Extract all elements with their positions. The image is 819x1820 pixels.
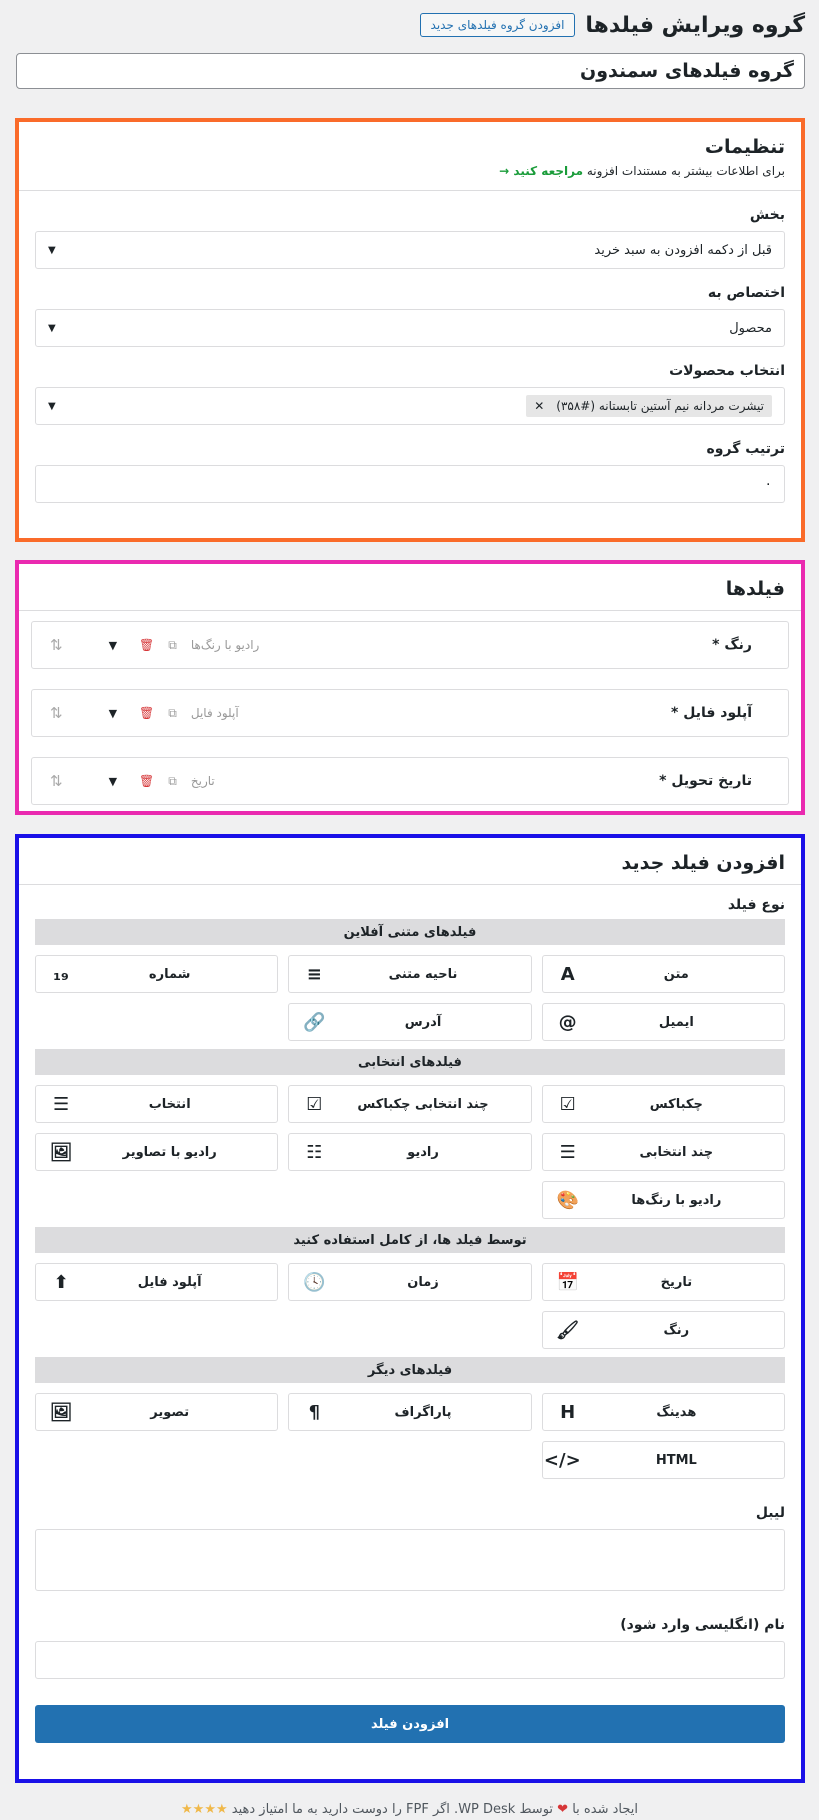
field-group-header: توسط فیلد ها، از کامل استفاده کنید bbox=[35, 1227, 785, 1253]
chevron-down-icon[interactable]: ▼ bbox=[108, 774, 118, 788]
field-type-image[interactable]: تصویر 🖼 bbox=[35, 1393, 278, 1431]
add-field-title: افزودن فیلد جدید bbox=[621, 852, 785, 874]
palette-icon: 🎨 bbox=[556, 1189, 579, 1211]
order-label: ترتیب گروه bbox=[706, 441, 785, 457]
copy-icon[interactable]: ⧉ bbox=[168, 705, 177, 720]
product-tag: تیشرت مردانه نیم آستین تابستانه (#۳۵۸) ✕ bbox=[526, 395, 772, 417]
code-icon: </> bbox=[543, 1449, 581, 1471]
field-name: رنگ * bbox=[712, 637, 752, 653]
field-type-list[interactable]: رادیو ☷ bbox=[288, 1133, 531, 1171]
copy-icon[interactable]: ⧉ bbox=[168, 773, 177, 788]
field-name: آپلود فایل * bbox=[671, 705, 752, 721]
page-title: گروه ویرایش فیلدها bbox=[585, 12, 805, 38]
group-name-input[interactable]: گروه فیلدهای سمندون bbox=[16, 53, 805, 89]
field-type-multi-checkbox[interactable]: چند انتخابی چکباکس ☑ bbox=[288, 1085, 531, 1123]
field-row[interactable] bbox=[31, 621, 789, 669]
fields-title: فیلدها bbox=[725, 578, 785, 600]
field-row[interactable] bbox=[31, 757, 789, 805]
field-type-label: نوع فیلد bbox=[727, 897, 785, 913]
calendar-icon: 📅 bbox=[556, 1271, 579, 1293]
field-group-header: فیلدهای متنی آفلاین bbox=[35, 919, 785, 945]
name-field-label: نام (انگلیسی وارد شود) bbox=[620, 1617, 785, 1633]
move-icon[interactable]: ⇅ bbox=[50, 772, 63, 790]
docs-link[interactable]: مراجعه کنید → bbox=[499, 164, 583, 178]
assign-label: اختصاص به bbox=[707, 285, 785, 301]
field-type: رادیو با رنگ‌ها bbox=[190, 638, 260, 652]
field-type-paragraph[interactable]: پاراگراف ¶ bbox=[288, 1393, 531, 1431]
select-list-icon: ☰ bbox=[52, 1093, 70, 1115]
align-left-icon: ≡ bbox=[306, 963, 322, 985]
fields-box bbox=[15, 560, 805, 815]
field-type-heading[interactable]: هدینگ H bbox=[542, 1393, 785, 1431]
settings-title: تنظیمات bbox=[704, 136, 785, 158]
chevron-down-icon: ▼ bbox=[48, 400, 56, 412]
field-group-header: فیلدهای انتخابی bbox=[35, 1049, 785, 1075]
rating-stars[interactable]: ★★★★ bbox=[181, 1802, 228, 1817]
field-type-align-left[interactable]: ناحیه متنی ≡ bbox=[288, 955, 531, 993]
name-input[interactable] bbox=[35, 1641, 785, 1679]
trash-icon[interactable]: 🗑 bbox=[139, 638, 155, 652]
chevron-down-icon: ▼ bbox=[48, 244, 56, 256]
field-group-header: فیلدهای دیگر bbox=[35, 1357, 785, 1383]
upload-icon: ⬆ bbox=[53, 1271, 69, 1293]
copy-icon[interactable]: ⧉ bbox=[168, 637, 177, 652]
number-icon: ₁₉ bbox=[53, 963, 69, 985]
field-type-clock[interactable]: زمان 🕓 bbox=[288, 1263, 531, 1301]
field-type-at[interactable]: ایمیل @ bbox=[542, 1003, 785, 1041]
section-select[interactable]: قبل از دکمه افزودن به سبد خرید ▼ bbox=[35, 231, 785, 269]
field-type-images[interactable]: رادیو با تصاویر 🖼 bbox=[35, 1133, 278, 1171]
add-field-box bbox=[15, 834, 805, 1783]
paragraph-icon: ¶ bbox=[308, 1401, 321, 1423]
products-label: انتخاب محصولات bbox=[669, 363, 785, 379]
chevron-down-icon[interactable]: ▼ bbox=[108, 706, 118, 720]
field-type-palette[interactable]: رادیو با رنگ‌ها 🎨 bbox=[542, 1181, 785, 1219]
assign-select[interactable]: محصول ▼ bbox=[35, 309, 785, 347]
field-type: تاریخ bbox=[190, 774, 215, 788]
chevron-down-icon: ▼ bbox=[48, 322, 56, 334]
settings-box bbox=[15, 118, 805, 542]
label-field-label: لیبل bbox=[755, 1505, 785, 1521]
heart-icon: ❤ bbox=[557, 1802, 569, 1817]
field-row[interactable] bbox=[31, 689, 789, 737]
add-group-button[interactable]: افزودن گروه فیلدهای جدید bbox=[420, 13, 576, 37]
brush-icon: 🖌 bbox=[556, 1319, 580, 1341]
field-type-checklist[interactable]: چند انتخابی ☰ bbox=[542, 1133, 785, 1171]
multi-checkbox-icon: ☑ bbox=[306, 1093, 323, 1115]
trash-icon[interactable]: 🗑 bbox=[139, 774, 155, 788]
field-type: آپلود فایل bbox=[190, 706, 239, 720]
field-type-number[interactable]: شماره ₁₉ bbox=[35, 955, 278, 993]
field-type-brush[interactable]: رنگ 🖌 bbox=[542, 1311, 785, 1349]
at-icon: @ bbox=[558, 1011, 577, 1033]
field-name: تاریخ تحویل * bbox=[659, 773, 752, 789]
heading-icon: H bbox=[560, 1401, 576, 1423]
label-textarea[interactable] bbox=[35, 1529, 785, 1591]
image-icon: 🖼 bbox=[49, 1401, 73, 1423]
page-header bbox=[14, 10, 805, 40]
field-type-text-A[interactable]: متن A bbox=[542, 955, 785, 993]
chevron-down-icon[interactable]: ▼ bbox=[108, 638, 118, 652]
footer: ایجاد شده با ❤ توسط WP Desk. اگر FPF را دوست دارید به ما امتیاز دهید ★★★★ bbox=[181, 1802, 638, 1817]
field-type-code[interactable]: HTML </> bbox=[542, 1441, 785, 1479]
list-icon: ☷ bbox=[306, 1141, 323, 1163]
settings-subtitle: برای اطلاعات بیشتر به مستندات افزونه مراجعه کنید → bbox=[499, 164, 785, 178]
text-A-icon: A bbox=[560, 963, 575, 985]
field-type-link[interactable]: آدرس 🔗 bbox=[288, 1003, 531, 1041]
remove-tag-icon[interactable]: ✕ bbox=[534, 399, 545, 413]
trash-icon[interactable]: 🗑 bbox=[139, 706, 155, 720]
products-select[interactable] bbox=[35, 387, 785, 425]
field-type-select-list[interactable]: انتخاب ☰ bbox=[35, 1085, 278, 1123]
move-icon[interactable]: ⇅ bbox=[50, 704, 63, 722]
field-type-checkbox[interactable]: چکباکس ☑ bbox=[542, 1085, 785, 1123]
link-icon: 🔗 bbox=[303, 1011, 326, 1033]
field-type-calendar[interactable]: تاریخ 📅 bbox=[542, 1263, 785, 1301]
add-field-button[interactable]: افزودن فیلد bbox=[35, 1705, 785, 1743]
clock-icon: 🕓 bbox=[303, 1271, 326, 1293]
section-label: بخش bbox=[749, 207, 785, 223]
images-icon: 🖼 bbox=[49, 1141, 73, 1163]
field-type-upload[interactable]: آپلود فایل ⬆ bbox=[35, 1263, 278, 1301]
checklist-icon: ☰ bbox=[559, 1141, 576, 1163]
checkbox-icon: ☑ bbox=[559, 1093, 576, 1115]
order-input[interactable]: ۰ bbox=[35, 465, 785, 503]
move-icon[interactable]: ⇅ bbox=[50, 636, 63, 654]
